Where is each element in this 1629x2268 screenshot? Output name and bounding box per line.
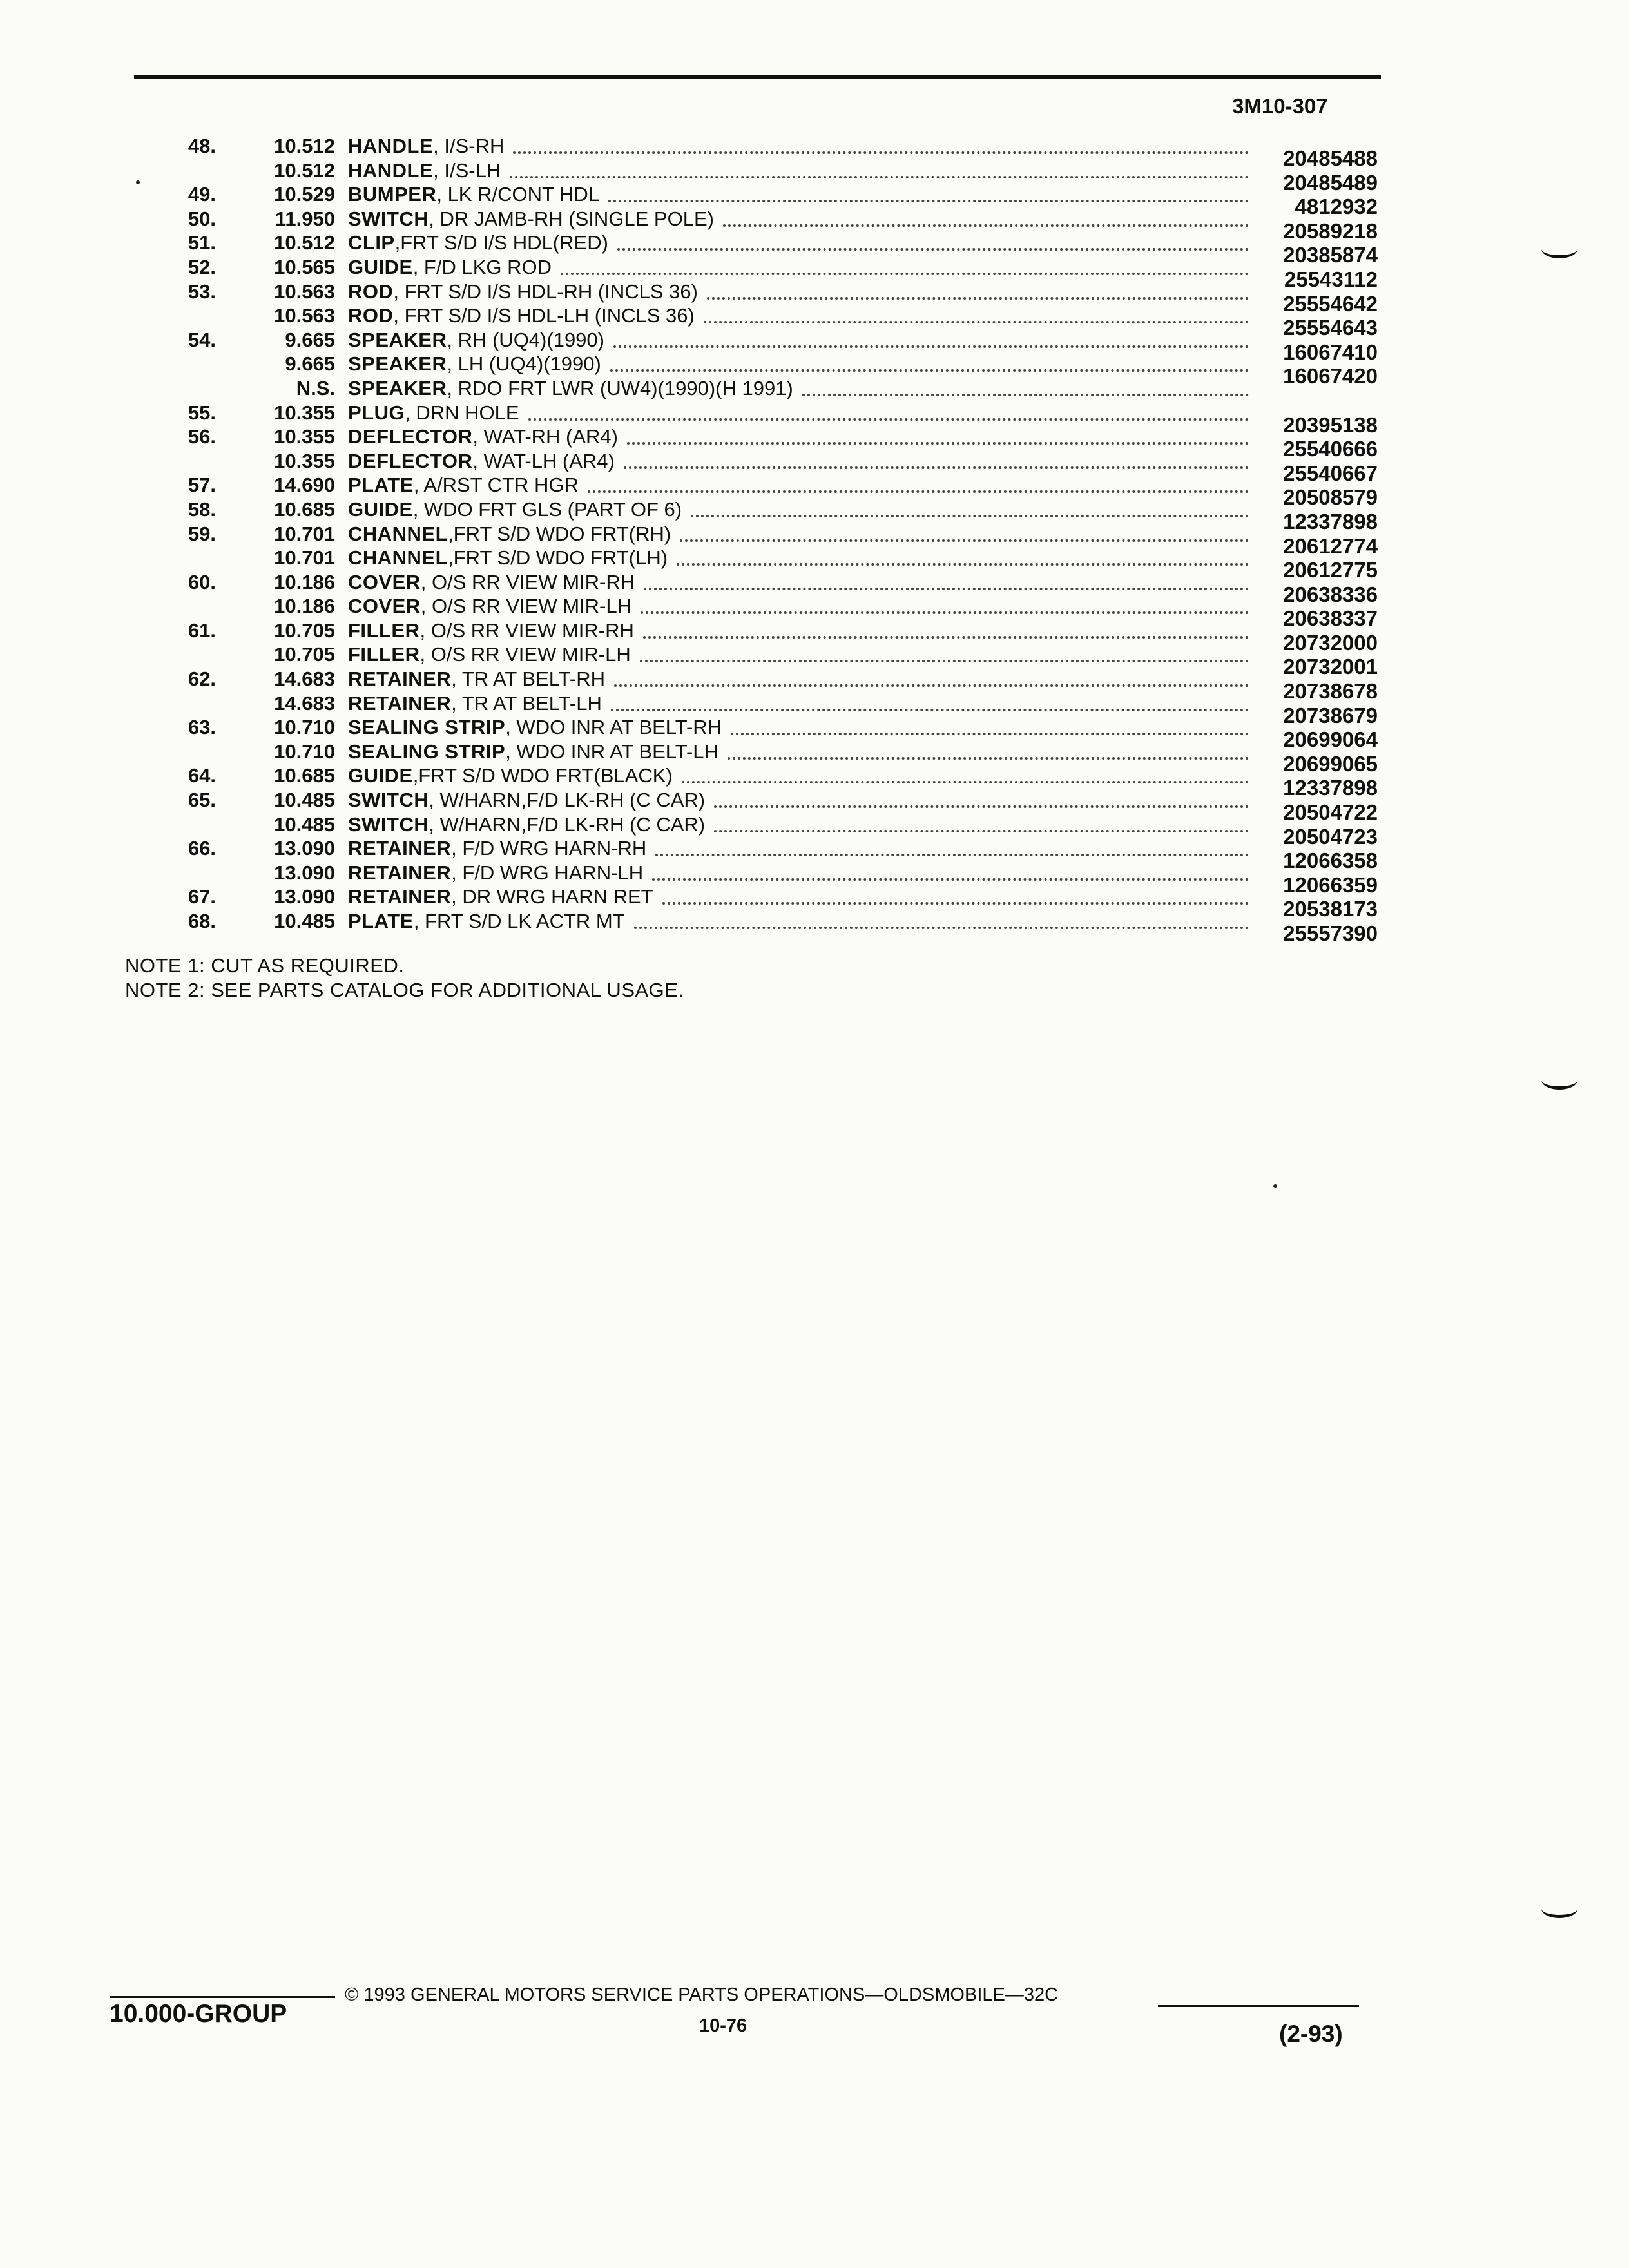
part-qualifier: , WAT-LH (AR4) — [472, 449, 615, 472]
footer-rule-left — [110, 1996, 335, 1998]
dot-leader — [634, 927, 1249, 929]
part-name: SEALING STRIP — [348, 740, 506, 763]
part-name: SWITCH — [348, 207, 429, 230]
group-number: 10.710 — [274, 740, 335, 763]
part-description — [348, 522, 671, 546]
dot-leader — [707, 297, 1249, 300]
part-qualifier: , F/D WRG HARN-LH — [451, 861, 644, 884]
dot-leader — [662, 902, 1249, 905]
group-number: 10.705 — [274, 643, 335, 666]
dot-leader — [641, 611, 1249, 614]
part-description — [348, 909, 625, 933]
part-description — [348, 231, 608, 255]
part-name: SWITCH — [348, 812, 429, 836]
ref-number: 62. — [188, 668, 216, 691]
part-row — [0, 691, 1629, 727]
part-number: 4812932 — [1295, 195, 1378, 219]
part-description — [348, 182, 599, 206]
part-qualifier: , RH (UQ4)(1990) — [447, 328, 604, 351]
footer-date: (2-93) — [1279, 2021, 1343, 2047]
binder-hole-mark-bottom — [1541, 1899, 1577, 1918]
part-description — [348, 425, 618, 448]
part-row — [0, 570, 1629, 606]
part-qualifier: , O/S RR VIEW MIR-RH — [419, 619, 634, 642]
dot-leader — [802, 394, 1249, 396]
part-qualifier: , I/S-LH — [433, 159, 501, 182]
part-name: SPEAKER — [348, 376, 447, 399]
part-name: HANDLE — [348, 135, 434, 157]
dot-leader — [704, 321, 1249, 323]
group-number: 10.685 — [274, 497, 335, 521]
part-description — [348, 667, 605, 691]
part-qualifier: , W/HARN,F/D LK-RH (C CAR) — [429, 789, 706, 812]
group-number: 10.685 — [274, 764, 335, 787]
group-number: 10.563 — [274, 304, 335, 327]
part-number: 20385874 — [1283, 243, 1378, 267]
group-number: 10.701 — [274, 522, 335, 545]
group-number: 10.186 — [274, 595, 335, 618]
part-name: ROD — [348, 304, 394, 327]
ref-number: 54. — [188, 328, 216, 351]
binder-hole-mark-middle — [1541, 1071, 1577, 1090]
part-name: ROD — [348, 280, 394, 303]
part-name: HANDLE — [348, 159, 434, 182]
part-qualifier: ,FRT S/D WDO FRT(RH) — [448, 522, 671, 545]
stray-mark — [136, 180, 140, 184]
group-number: 11.950 — [275, 207, 335, 230]
part-description — [348, 619, 634, 642]
dot-leader — [731, 733, 1249, 735]
part-qualifier: , I/S-RH — [433, 135, 505, 157]
part-description — [348, 861, 643, 885]
group-number: 10.512 — [274, 135, 335, 157]
part-qualifier: , W/HARN,F/D LK-RH (C CAR) — [429, 812, 706, 836]
dot-leader — [513, 151, 1249, 154]
part-description — [348, 570, 635, 594]
dot-leader — [528, 418, 1249, 421]
part-number: 20738678 — [1283, 679, 1378, 704]
part-name: RETAINER — [348, 691, 452, 715]
part-number: 12066358 — [1283, 849, 1378, 873]
dot-leader — [728, 757, 1249, 760]
part-name: FILLER — [348, 619, 420, 642]
dot-leader — [643, 636, 1249, 639]
part-qualifier: , LH (UQ4)(1990) — [447, 352, 601, 376]
part-number: 16067410 — [1283, 340, 1378, 364]
part-qualifier: , F/D WRG HARN-RH — [451, 837, 647, 860]
part-qualifier: , F/D LKG ROD — [412, 255, 552, 278]
group-number: 10.710 — [274, 716, 335, 739]
part-name: CHANNEL — [348, 546, 448, 570]
dot-leader — [682, 781, 1249, 783]
part-name: RETAINER — [348, 837, 452, 860]
dot-leader — [588, 490, 1249, 493]
part-qualifier: , DR JAMB-RH (SINGLE POLE) — [429, 207, 714, 230]
part-name: GUIDE — [348, 497, 413, 521]
ref-number: 55. — [188, 401, 216, 424]
group-number: 10.529 — [274, 183, 335, 206]
part-description — [348, 207, 714, 231]
ref-number: 63. — [188, 716, 216, 739]
part-row — [0, 497, 1629, 533]
part-qualifier: , O/S RR VIEW MIR-LH — [420, 595, 631, 618]
part-description — [348, 255, 552, 279]
dot-leader — [677, 563, 1249, 566]
part-number: 12337898 — [1283, 776, 1378, 800]
group-number: 9.665 — [285, 328, 335, 351]
ref-number: 49. — [188, 183, 216, 206]
dot-leader — [680, 539, 1249, 542]
group-number: 10.512 — [274, 231, 335, 255]
part-name: PLATE — [348, 910, 414, 932]
dot-leader — [691, 515, 1249, 517]
group-number: 14.683 — [274, 691, 335, 715]
dot-leader — [610, 369, 1249, 372]
part-number: 20638336 — [1283, 582, 1378, 606]
part-number: 20589218 — [1283, 218, 1378, 243]
stray-mark — [1273, 1184, 1277, 1188]
part-description — [348, 885, 653, 908]
group-number: 10.355 — [274, 449, 335, 472]
dot-leader — [561, 273, 1249, 275]
notes-section — [125, 954, 684, 1003]
part-row — [0, 449, 1629, 485]
group-number: 10.565 — [274, 255, 335, 278]
part-number: 20612774 — [1283, 533, 1378, 558]
group-number: 10.705 — [274, 619, 335, 642]
part-number: 20485489 — [1283, 170, 1378, 195]
part-qualifier: , WDO INR AT BELT-LH — [505, 740, 718, 763]
part-number: 20485488 — [1283, 146, 1378, 170]
group-number: 10.701 — [274, 546, 335, 570]
part-qualifier: , RDO FRT LWR (UW4)(1990)(H 1991) — [447, 376, 793, 399]
dot-leader — [611, 709, 1249, 711]
dot-leader — [614, 684, 1249, 687]
dot-leader — [714, 830, 1249, 832]
part-qualifier: , WDO INR AT BELT-RH — [505, 716, 722, 739]
group-number: 14.690 — [274, 474, 335, 497]
part-name: BUMPER — [348, 183, 437, 206]
dot-leader — [652, 878, 1249, 881]
part-description — [348, 740, 718, 764]
ref-number: 66. — [188, 837, 216, 860]
part-number: 20738679 — [1283, 703, 1378, 727]
top-rule — [134, 75, 1381, 79]
group-number: 9.665 — [285, 352, 335, 376]
part-number: 20504722 — [1283, 800, 1378, 825]
part-number: 25557390 — [1283, 921, 1378, 945]
part-number: 20699065 — [1283, 751, 1378, 776]
part-qualifier: , FRT S/D I/S HDL-LH (INCLS 36) — [393, 304, 695, 327]
part-description — [348, 328, 604, 352]
part-number: 16067420 — [1283, 364, 1378, 389]
parts-list — [0, 134, 1629, 945]
part-number: 25554642 — [1283, 291, 1378, 316]
part-description — [348, 134, 504, 158]
ref-number: 65. — [188, 789, 216, 812]
part-description — [348, 812, 705, 836]
part-name: RETAINER — [348, 885, 452, 908]
part-description — [348, 764, 673, 787]
part-name: PLATE — [348, 474, 414, 497]
part-qualifier: , TR AT BELT-LH — [451, 691, 602, 715]
part-qualifier: ,FRT S/D WDO FRT(BLACK) — [412, 764, 673, 787]
dot-leader — [617, 248, 1249, 251]
part-description — [348, 280, 698, 303]
part-description — [348, 376, 793, 400]
part-name: COVER — [348, 595, 421, 618]
part-number: 25540667 — [1283, 461, 1378, 485]
part-qualifier: , FRT S/D LK ACTR MT — [413, 910, 625, 932]
part-name: RETAINER — [348, 861, 452, 884]
part-name: PLUG — [348, 401, 405, 424]
footer-group: 10.000-GROUP — [110, 2000, 287, 2028]
part-qualifier: , WDO FRT GLS (PART OF 6) — [412, 497, 682, 521]
part-number: 20699064 — [1283, 727, 1378, 752]
ref-number: 59. — [188, 522, 216, 545]
dot-leader — [644, 588, 1249, 590]
part-qualifier: , FRT S/D I/S HDL-RH (INCLS 36) — [393, 280, 698, 303]
part-name: SPEAKER — [348, 352, 447, 376]
part-row — [0, 134, 1629, 170]
ref-number: 60. — [188, 570, 216, 593]
group-number: N.S. — [296, 376, 335, 399]
ref-number: 51. — [188, 231, 216, 255]
part-description — [348, 715, 722, 739]
part-name: CLIP — [348, 231, 395, 255]
part-qualifier: , LK R/CONT HDL — [436, 183, 599, 206]
part-row — [0, 642, 1629, 679]
ref-number: 64. — [188, 764, 216, 787]
page-number: 10-76 — [699, 2015, 747, 2036]
part-number: 12066359 — [1283, 872, 1378, 897]
group-number: 10.355 — [274, 425, 335, 448]
dot-leader — [723, 224, 1249, 227]
part-qualifier: ,FRT S/D I/S HDL(RED) — [394, 231, 608, 255]
group-number: 14.683 — [274, 668, 335, 691]
ref-number: 48. — [188, 135, 216, 157]
ref-number: 50. — [188, 207, 216, 230]
part-number: 25554643 — [1283, 316, 1378, 340]
ref-number: 67. — [188, 885, 216, 908]
part-qualifier: , A/RST CTR HGR — [413, 474, 579, 497]
ref-number: 56. — [188, 425, 216, 448]
part-name: CHANNEL — [348, 522, 448, 545]
part-description — [348, 449, 615, 473]
part-qualifier: , O/S RR VIEW MIR-RH — [420, 570, 635, 593]
part-description — [348, 788, 705, 812]
ref-number: 68. — [188, 910, 216, 932]
ref-number: 57. — [188, 474, 216, 497]
part-name: COVER — [348, 570, 421, 593]
dot-leader — [714, 805, 1249, 808]
ref-number: 53. — [188, 280, 216, 303]
dot-leader — [655, 854, 1249, 856]
part-name: SWITCH — [348, 789, 429, 812]
part-qualifier: ,FRT S/D WDO FRT(LH) — [448, 546, 668, 570]
copyright-line: © 1993 GENERAL MOTORS SERVICE PARTS OPERATIONS—OLDSMOBILE—32C — [345, 1984, 1059, 2005]
group-number: 13.090 — [274, 861, 335, 884]
part-number: 25543112 — [1284, 267, 1378, 291]
part-qualifier: , TR AT BELT-RH — [451, 668, 606, 691]
group-number: 10.512 — [274, 159, 335, 182]
part-description — [348, 473, 579, 497]
part-description — [348, 401, 519, 425]
part-description — [348, 497, 682, 521]
part-name: RETAINER — [348, 668, 452, 691]
part-number: 20612775 — [1283, 558, 1378, 582]
part-description — [348, 836, 646, 860]
part-description — [348, 352, 601, 376]
group-number: 10.563 — [274, 280, 335, 303]
part-description — [348, 642, 631, 666]
binder-hole-mark-top — [1541, 240, 1577, 258]
part-number: 25540666 — [1283, 437, 1378, 461]
part-row — [0, 255, 1629, 291]
part-number: 20732000 — [1283, 630, 1378, 655]
group-number: 10.485 — [274, 910, 335, 932]
part-number: 20538173 — [1283, 897, 1378, 921]
part-number: 20508579 — [1283, 485, 1378, 510]
part-description — [348, 546, 668, 570]
group-number: 10.485 — [274, 812, 335, 836]
part-description — [348, 159, 501, 182]
group-number: 10.355 — [274, 401, 335, 424]
part-name: SPEAKER — [348, 328, 447, 351]
part-row — [0, 376, 1629, 401]
group-number: 13.090 — [274, 885, 335, 908]
group-number: 13.090 — [274, 837, 335, 860]
part-qualifier: , DRN HOLE — [405, 401, 519, 424]
part-qualifier: , DR WRG HARN RET — [451, 885, 653, 908]
part-description — [348, 691, 602, 715]
note-1: NOTE 1: CUT AS REQUIRED. — [125, 954, 405, 977]
part-name: DEFLECTOR — [348, 425, 473, 448]
part-name: FILLER — [348, 643, 420, 666]
part-qualifier: , O/S RR VIEW MIR-LH — [419, 643, 631, 666]
part-number: 20638337 — [1283, 606, 1378, 631]
page-code: 3M10-307 — [1232, 94, 1328, 118]
part-number: 20395138 — [1283, 412, 1378, 437]
dot-leader — [624, 466, 1249, 469]
part-description — [348, 594, 631, 618]
dot-leader — [608, 200, 1249, 202]
part-name: GUIDE — [348, 764, 413, 787]
part-row — [0, 764, 1629, 800]
ref-number: 61. — [188, 619, 216, 642]
ref-number: 52. — [188, 255, 216, 278]
part-name: GUIDE — [348, 255, 413, 278]
dot-leader — [510, 176, 1249, 178]
dot-leader — [613, 345, 1249, 348]
group-number: 10.485 — [274, 789, 335, 812]
dot-leader — [627, 442, 1249, 445]
part-description — [348, 303, 695, 327]
group-number: 10.186 — [274, 570, 335, 593]
part-name: SEALING STRIP — [348, 716, 506, 739]
part-number: 20504723 — [1283, 824, 1378, 849]
part-name: DEFLECTOR — [348, 449, 473, 472]
dot-leader — [640, 660, 1249, 662]
part-row — [0, 909, 1629, 945]
part-number: 20732001 — [1283, 655, 1378, 679]
ref-number: 58. — [188, 497, 216, 521]
part-qualifier: , WAT-RH (AR4) — [472, 425, 618, 448]
part-number: 12337898 — [1283, 509, 1378, 533]
part-row — [0, 788, 1629, 825]
note-2: NOTE 2: SEE PARTS CATALOG FOR ADDITIONAL USAGE. — [125, 979, 684, 1001]
footer-rule-right — [1158, 2005, 1359, 2007]
